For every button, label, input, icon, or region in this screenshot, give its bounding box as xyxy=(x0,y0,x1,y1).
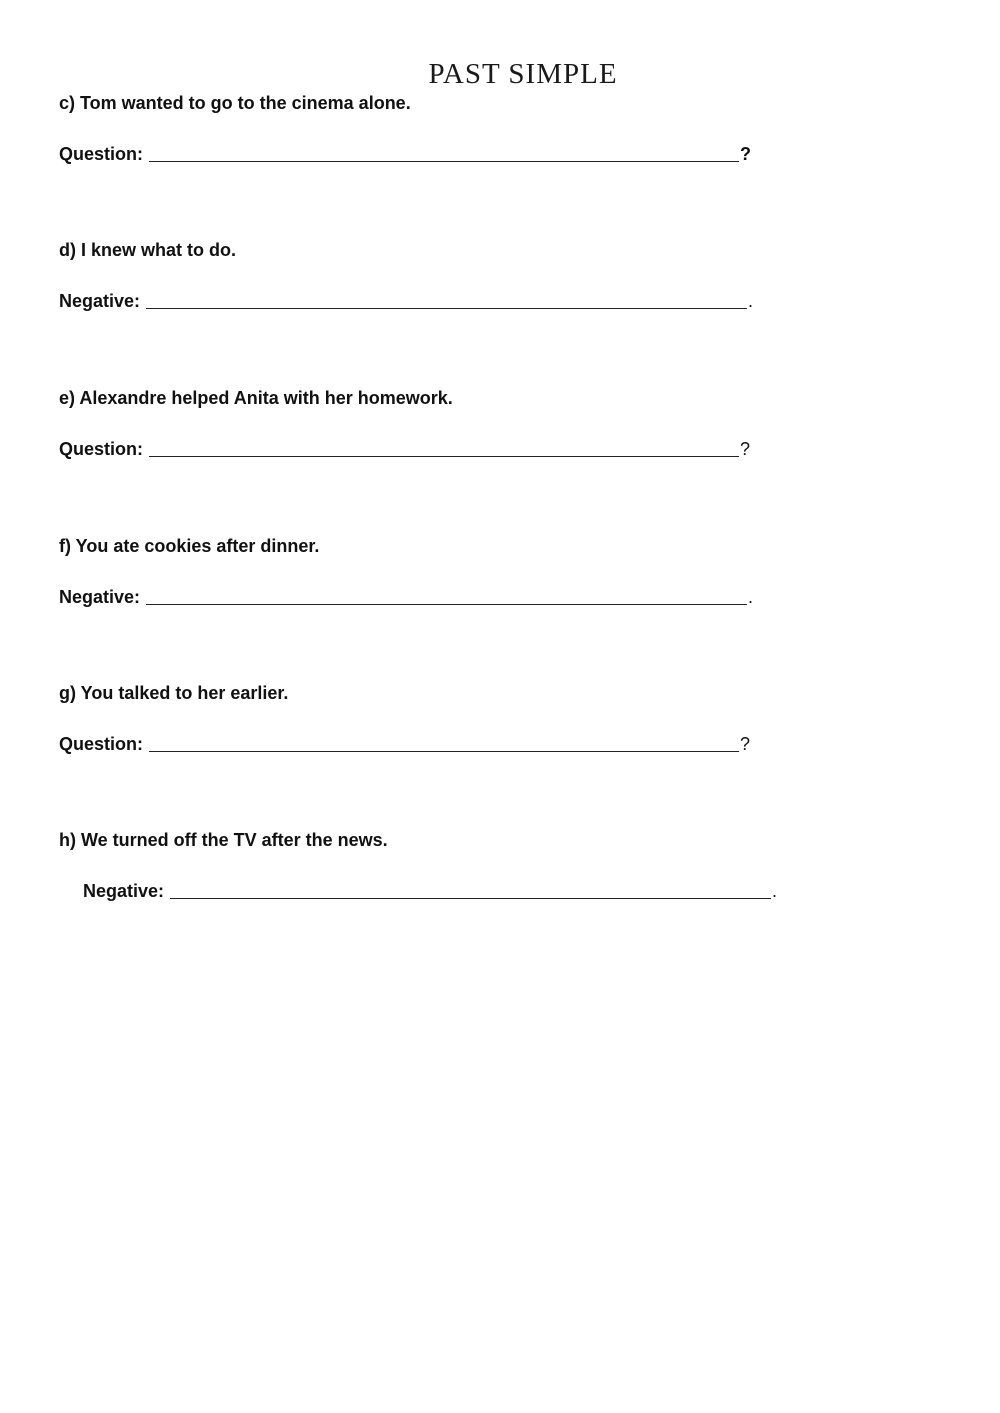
exercise-c-answer-row xyxy=(59,141,751,165)
exercise-e-answer-row xyxy=(59,436,750,460)
exercise-h-answer-input[interactable] xyxy=(170,878,771,899)
exercise-g-answer-input[interactable] xyxy=(149,731,739,752)
exercise-e-answer-input[interactable] xyxy=(149,436,739,457)
question-label: Question: xyxy=(59,734,143,754)
question-label: Question: xyxy=(59,144,143,164)
exercise-f-answer-input[interactable] xyxy=(146,584,747,605)
question-mark: ? xyxy=(740,439,751,459)
exercise-d-answer-row xyxy=(59,288,753,312)
period-mark: . xyxy=(748,587,754,607)
period-mark: . xyxy=(748,291,754,311)
question-mark: ? xyxy=(740,144,751,164)
page-title: PAST SIMPLE xyxy=(428,58,618,90)
exercise-h-sentence: h) We turned off the TV after the news. xyxy=(59,830,388,850)
exercise-f-answer-row xyxy=(59,584,753,608)
exercise-d-answer-input[interactable] xyxy=(146,288,747,309)
question-mark: ? xyxy=(740,734,751,754)
negative-label: Negative: xyxy=(83,881,165,901)
exercise-c-answer-input[interactable] xyxy=(149,141,739,162)
exercise-g-answer-row xyxy=(59,731,750,755)
exercise-e-sentence: e) Alexandre helped Anita with her homework. xyxy=(59,388,453,408)
period-mark: . xyxy=(772,881,778,901)
exercise-f-sentence: f) You ate cookies after dinner. xyxy=(59,536,320,556)
question-label: Question: xyxy=(59,439,143,459)
negative-label: Negative: xyxy=(59,291,141,311)
exercise-h-answer-row xyxy=(83,878,777,902)
exercise-g-sentence: g) You talked to her earlier. xyxy=(59,683,289,703)
exercise-c-sentence: c) Tom wanted to go to the cinema alone. xyxy=(59,93,411,113)
negative-label: Negative: xyxy=(59,587,141,607)
exercise-d-sentence: d) I knew what to do. xyxy=(59,240,236,260)
